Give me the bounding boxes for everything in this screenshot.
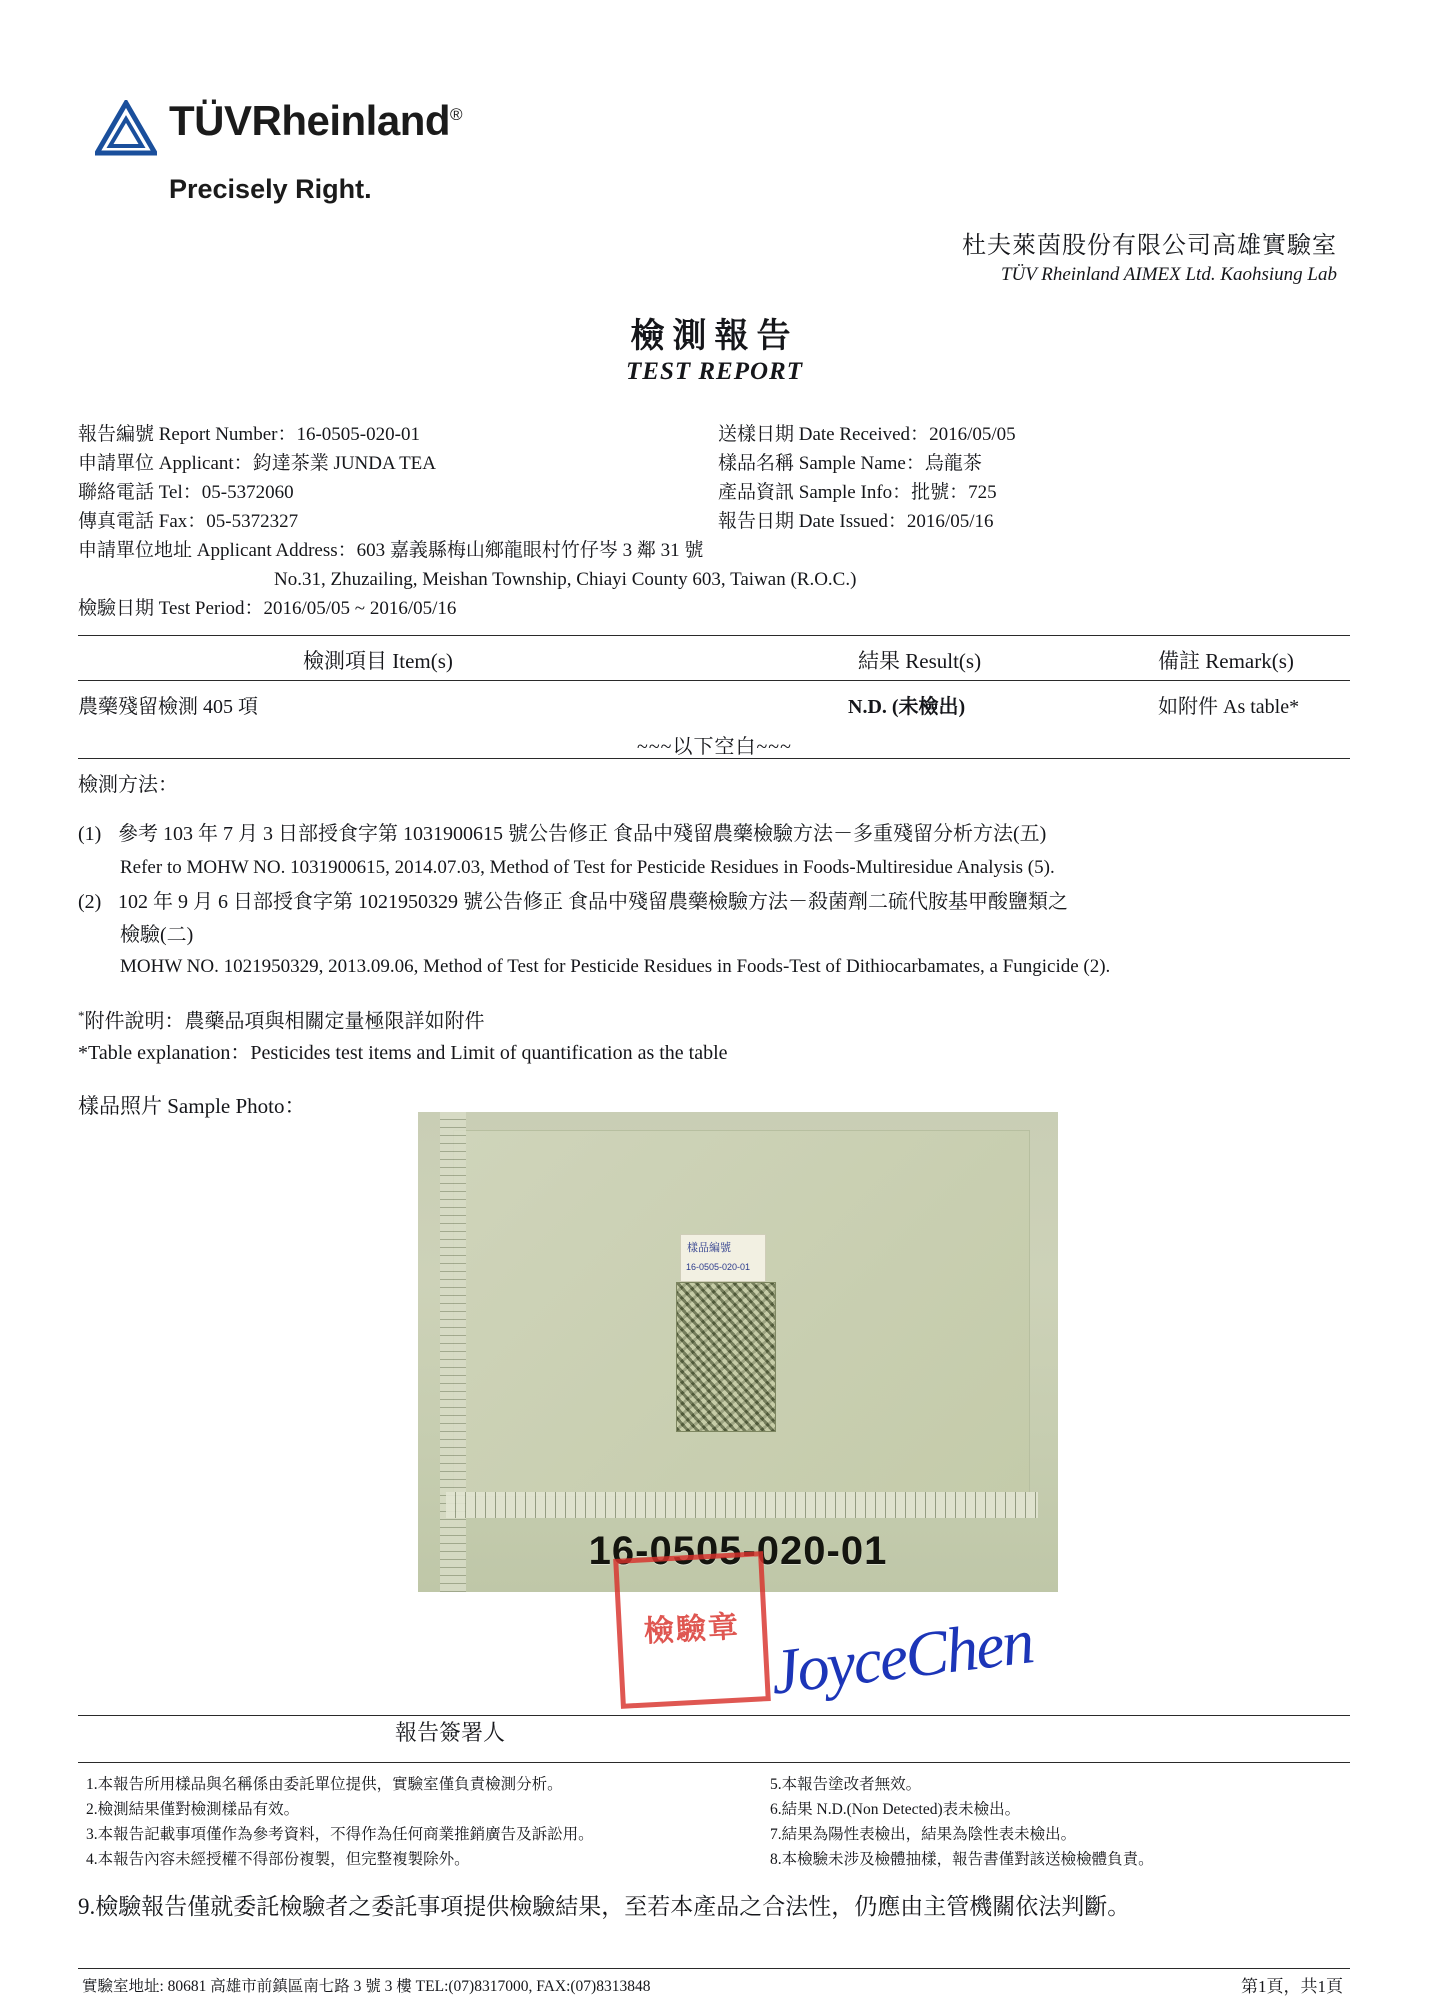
test-period-label: 檢驗日期 Test Period： (78, 598, 264, 619)
sample-tag (680, 1234, 766, 1282)
column-header-item: 檢測項目 Item(s) (303, 649, 453, 673)
sample-photo (418, 1112, 1058, 1592)
method-text-en: Refer to MOHW NO. 1031900615, 2014.07.03, Method of Test for Pesticide Residues in Foods-Multiresidue Analysis (5). (120, 857, 1055, 878)
meta-row-address (78, 536, 1348, 565)
signature-bottom-rule (78, 1762, 1350, 1763)
footer-page-number: 第1頁，共1頁 (1241, 1977, 1343, 1996)
meta-row-test-period (78, 594, 1348, 623)
footnote-item: 3.本報告記載事項僅作為參考資料，不得作為任何商業推銷廣告及訴訟用。 (86, 1826, 594, 1843)
method-text-en: MOHW NO. 1021950329, 2013.09.06, Method of Test for Pesticide Residues in Foods-Test of Dithiocarbamates, a Fungicide (2). (120, 956, 1111, 977)
note-cn: *附件說明：農藥品項與相關定量極限詳如附件 (78, 1008, 485, 1033)
cell-remark: 如附件 As table* (1158, 696, 1300, 718)
brand-tagline: Precisely Right. (169, 174, 372, 204)
method-item (78, 887, 1368, 918)
footnote-item: 6.結果 N.D.(Non Detected)表未檢出。 (770, 1801, 1021, 1818)
meta-row (78, 449, 1348, 478)
sample-info-label: 產品資訊 Sample Info： (718, 482, 912, 503)
footnote-item: 4.本報告內容未經授權不得部份複製，但完整複製除外。 (86, 1851, 470, 1868)
test-methods (78, 770, 1368, 982)
date-received-label: 送樣日期 Date Received： (718, 424, 930, 445)
registered-mark: ® (450, 105, 463, 124)
sample-tag-line1: 樣品編號 (687, 1242, 731, 1254)
date-received-value: 2016/05/05 (929, 424, 1016, 445)
report-number-value: 16-0505-020-01 (296, 424, 420, 445)
meta-row (78, 420, 1348, 449)
table-explanation (78, 1000, 728, 1069)
methods-heading: 檢測方法： (78, 774, 178, 796)
footnote-item: 7.結果為陽性表檢出，結果為陰性表未檢出。 (770, 1826, 1077, 1843)
method-text-cn: 102 年 9 月 6 日部授食字第 1021950329 號公告修正 食品中殘留農藥檢驗方法－殺菌劑二硫代胺基甲酸鹽類之 (118, 891, 1068, 913)
signature-top-rule (78, 1715, 1350, 1716)
address-label: 申請單位地址 Applicant Address： (78, 540, 357, 561)
date-issued-label: 報告日期 Date Issued： (718, 511, 907, 532)
signature-handwriting: JoyceChen (766, 1605, 1037, 1708)
address-value-cn: 603 嘉義縣梅山鄉龍眼村竹仔岑 3 鄰 31 號 (356, 540, 704, 561)
lab-name-en: TÜV Rheinland AIMEX Ltd. Kaohsiung Lab (1000, 264, 1337, 285)
table-header-rule (78, 680, 1350, 681)
stamp-text: 檢驗章 (643, 1610, 741, 1649)
sample-tag-line2: 16-0505-020-01 (686, 1262, 751, 1272)
official-stamp (613, 1551, 771, 1709)
signature-label: 報告簽署人 (395, 1720, 506, 1745)
fax-label: 傳真電話 Fax： (78, 511, 207, 532)
method-number: (1) (78, 823, 102, 845)
tel-value: 05-5372060 (201, 482, 294, 503)
fax-value: 05-5372327 (206, 511, 299, 532)
ruler-horizontal (446, 1492, 1038, 1518)
report-metadata (78, 420, 1348, 623)
footnote-item: 1.本報告所用樣品與名稱係由委託單位提供，實驗室僅負責檢測分析。 (86, 1776, 563, 1793)
tea-sample (676, 1282, 776, 1432)
page-title-cn: 檢測報告 (630, 318, 799, 355)
tuv-triangle-icon (95, 100, 157, 156)
address-value-en: No.31, Zhuzailing, Meishan Township, Chiayi County 603, Taiwan (R.O.C.) (274, 569, 857, 590)
method-text-cn: 參考 103 年 7 月 3 日部授食字第 1031900615 號公告修正 食品中殘留農藥檢驗方法－多重殘留分析方法(五) (118, 823, 1047, 845)
footnote-item: 2.檢測結果僅對檢測樣品有效。 (86, 1801, 300, 1818)
report-number-label: 報告編號 Report Number： (78, 424, 297, 445)
cell-item: 農藥殘留檢測 405 項 (78, 696, 258, 718)
footnotes-left (86, 1772, 726, 1872)
method-number: (2) (78, 891, 102, 913)
sample-info-value: 批號：725 (911, 482, 997, 503)
note-en: *Table explanation：Pesticides test items and Limit of quantification as the table (78, 1041, 728, 1064)
column-header-result: 結果 Result(s) (858, 649, 982, 673)
cell-result: N.D. (未檢出) (848, 696, 966, 718)
method-text-cn-cont: 檢驗(二) (120, 924, 194, 946)
footnote-item: 5.本報告塗改者無效。 (770, 1776, 922, 1793)
brand-logo (95, 97, 615, 205)
column-header-remark: 備註 Remark(s) (1158, 649, 1294, 673)
applicant-label: 申請單位 Applicant： (78, 453, 253, 474)
blank-marker: ~~~以下空白~~~ (637, 736, 792, 758)
table-top-rule (78, 635, 1350, 636)
ruler-vertical (440, 1112, 466, 1592)
footnotes-right (770, 1772, 1370, 1872)
meta-row (78, 507, 1348, 536)
table-bottom-rule (78, 758, 1350, 759)
meta-row (78, 478, 1348, 507)
sample-name-value: 烏龍茶 (924, 453, 982, 474)
applicant-value: 鈞達茶業 JUNDA TEA (252, 453, 437, 474)
photo-report-number: 16-0505-020-01 (588, 1529, 888, 1573)
footer-lab-address: 實驗室地址: 80681 高雄市前鎮區南七路 3 號 3 樓 TEL:(07)8317000, FAX:(07)8313848 (82, 1978, 651, 1995)
lab-identity (962, 225, 1337, 286)
lab-name-cn: 杜夫萊茵股份有限公司高雄實驗室 (962, 233, 1337, 259)
page-title-en: TEST REPORT (626, 358, 803, 385)
sample-photo-label: 樣品照片 Sample Photo： (78, 1094, 306, 1118)
footnote-item-9: 9.檢驗報告僅就委託檢驗者之委託事項提供檢驗結果，至若本產品之合法性，仍應由主管機關依法判斷。 (78, 1894, 1131, 1919)
test-period-value: 2016/05/05 ~ 2016/05/16 (263, 598, 457, 619)
method-item (78, 819, 1368, 850)
brand-name: TÜVRheinland® (169, 97, 463, 144)
date-issued-value: 2016/05/16 (906, 511, 994, 532)
sample-name-label: 樣品名稱 Sample Name： (718, 453, 925, 474)
footnote-item: 8.本檢驗未涉及檢體抽樣，報告書僅對該送檢檢體負責。 (770, 1851, 1154, 1868)
tel-label: 聯絡電話 Tel： (78, 482, 202, 503)
footer-rule (78, 1968, 1350, 1969)
